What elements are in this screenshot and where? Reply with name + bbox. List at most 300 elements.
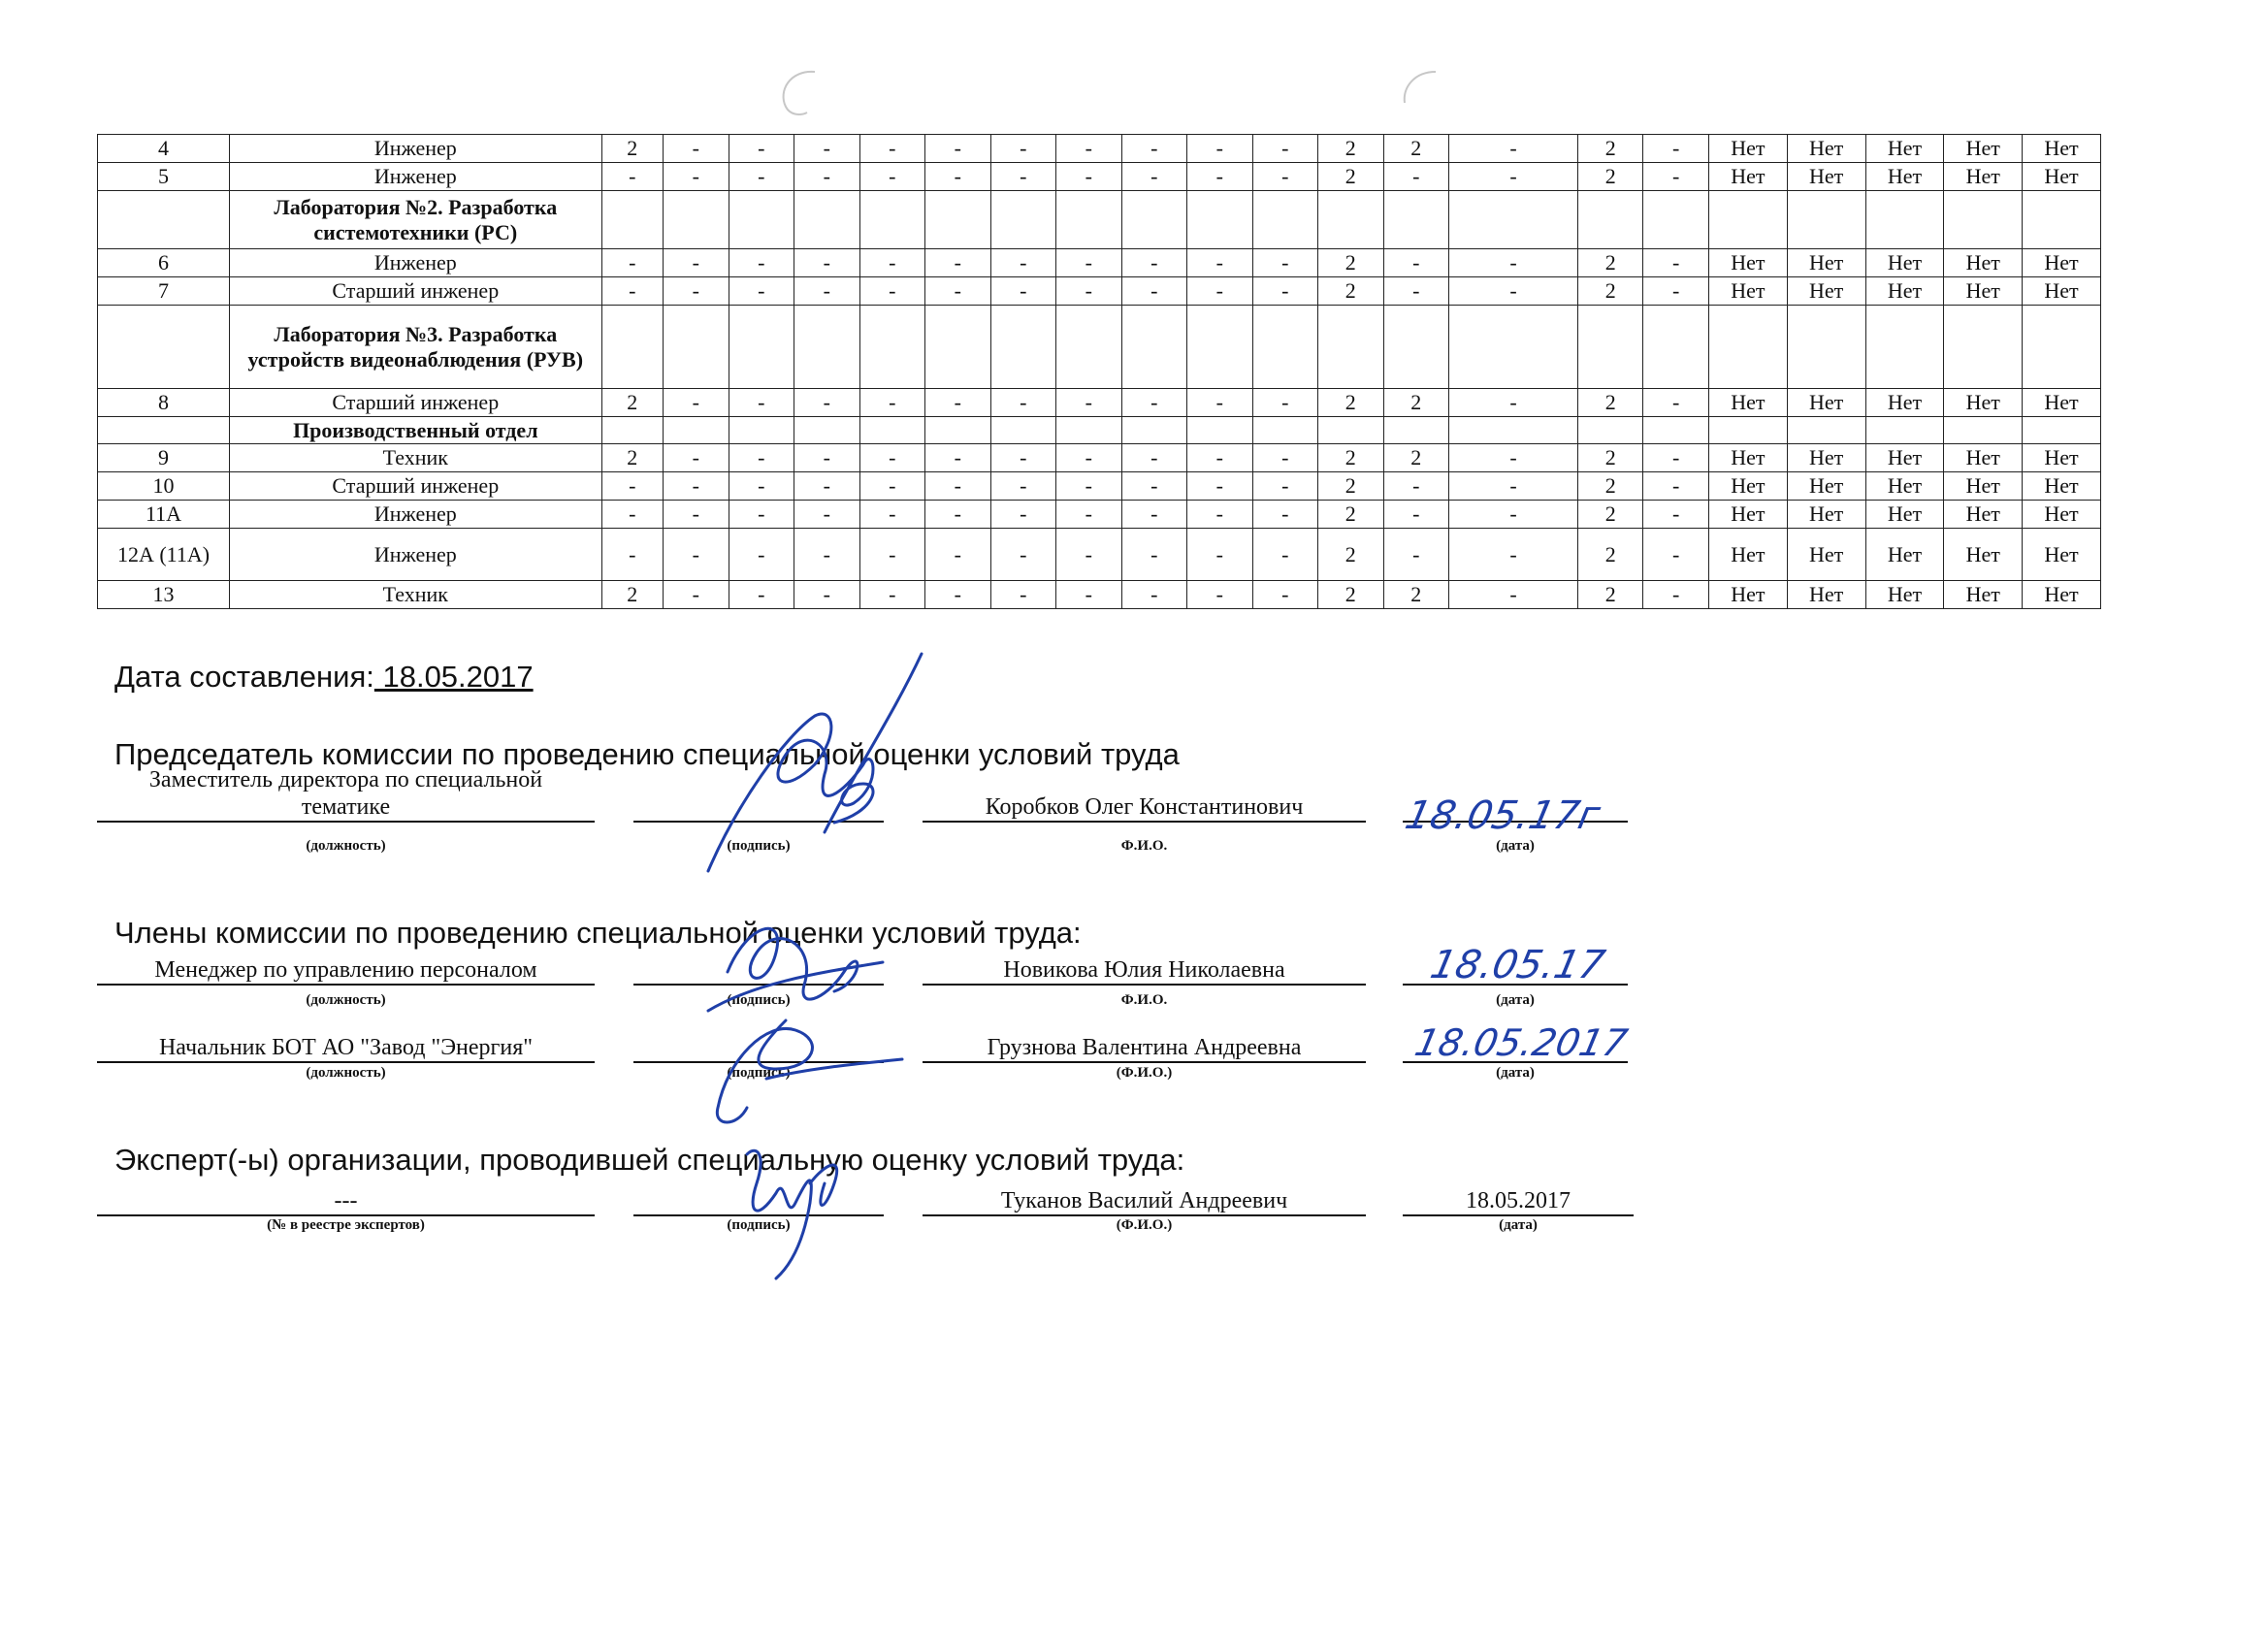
table-cell: - <box>1383 529 1449 581</box>
member-2-date-line <box>1403 1034 1628 1063</box>
table-cell: - <box>1252 277 1318 306</box>
table-cell: - <box>1643 501 1709 529</box>
table-cell: - <box>1252 249 1318 277</box>
table-cell: Нет <box>2023 581 2101 609</box>
table-cell <box>1577 417 1643 444</box>
table-cell: - <box>1449 389 1578 417</box>
table-cell: 2 <box>1383 444 1449 472</box>
table-cell: - <box>1121 249 1187 277</box>
table-cell: Нет <box>2023 472 2101 501</box>
table-cell: - <box>1383 163 1449 191</box>
caption-signature: (подпись) <box>727 1217 791 1233</box>
table-cell: 2 <box>1577 389 1643 417</box>
table-cell: - <box>859 529 925 581</box>
table-cell: Нет <box>1865 529 1944 581</box>
table-cell <box>1318 191 1384 249</box>
table-cell: - <box>1252 472 1318 501</box>
table-cell: Нет <box>1708 444 1787 472</box>
table-cell: 2 <box>1577 249 1643 277</box>
table-cell: - <box>1252 529 1318 581</box>
table-cell: Нет <box>1865 249 1944 277</box>
table-cell <box>1577 191 1643 249</box>
table-row <box>98 501 2181 529</box>
table-cell: - <box>1643 472 1709 501</box>
table-cell: Нет <box>1787 389 1865 417</box>
member-1-signature-line <box>633 956 884 986</box>
table-cell: - <box>664 389 729 417</box>
caption-registry: (№ в реестре экспертов) <box>267 1217 425 1233</box>
table-cell: - <box>664 163 729 191</box>
table-cell <box>794 191 860 249</box>
table-cell: - <box>1187 163 1253 191</box>
table-cell: - <box>925 444 991 472</box>
table-cell: - <box>1449 163 1578 191</box>
section-title: Лаборатория №2. Разработка системотехники (РС) <box>230 191 602 249</box>
table-cell: Нет <box>1944 135 2023 163</box>
table-cell <box>859 417 925 444</box>
table-cell: - <box>1056 501 1122 529</box>
section-title: Лаборатория №3. Разработка устройств видеонаблюдения (РУВ) <box>230 306 602 389</box>
table-cell: - <box>1121 501 1187 529</box>
table-cell: - <box>729 501 794 529</box>
member-1-name-text: Новикова Юлия Николаевна <box>1003 957 1285 983</box>
table-cell <box>1643 306 1709 389</box>
table-cell: - <box>729 249 794 277</box>
table-cell: - <box>1121 472 1187 501</box>
table-cell <box>1187 306 1253 389</box>
table-cell: - <box>794 529 860 581</box>
table-cell: - <box>664 501 729 529</box>
table-cell <box>2023 417 2101 444</box>
table-cell: - <box>1187 501 1253 529</box>
table-cell: - <box>925 249 991 277</box>
table-cell: - <box>729 277 794 306</box>
caption-date: (дата) <box>1496 1065 1535 1081</box>
table-cell <box>1865 417 1944 444</box>
position-name: Инженер <box>230 163 602 191</box>
table-cell: 2 <box>601 444 663 472</box>
table-cell: - <box>794 277 860 306</box>
caption-position: (должность) <box>306 838 386 854</box>
table-cell <box>2023 191 2101 249</box>
table-cell: Нет <box>1708 163 1787 191</box>
table-cell: - <box>859 163 925 191</box>
table-cell <box>1708 191 1787 249</box>
table-cell <box>1708 417 1787 444</box>
table-cell: - <box>1056 135 1122 163</box>
table-cell: - <box>1643 581 1709 609</box>
table-cell <box>1944 417 2023 444</box>
table-cell: 2 <box>1318 249 1384 277</box>
table-cell <box>1056 306 1122 389</box>
table-cell <box>664 191 729 249</box>
table-cell: - <box>990 389 1056 417</box>
expert-date-text: 18.05.2017 <box>1466 1188 1571 1213</box>
chairman-heading: Председатель комиссии по проведению специальной оценки условий труда <box>114 737 1180 771</box>
table-cell <box>1318 306 1384 389</box>
table-cell: - <box>1056 581 1122 609</box>
table-cell: 2 <box>1577 277 1643 306</box>
table-cell: - <box>601 529 663 581</box>
row-number: 13 <box>98 581 230 609</box>
table-cell: - <box>925 135 991 163</box>
table-cell: Нет <box>2023 163 2101 191</box>
caption-fio: (Ф.И.О.) <box>1116 1065 1173 1081</box>
workplace-evaluation-table <box>97 134 2181 609</box>
table-cell: - <box>794 472 860 501</box>
table-cell: - <box>1449 529 1578 581</box>
table-cell <box>601 191 663 249</box>
table-row <box>98 389 2181 417</box>
table-cell: 2 <box>1383 389 1449 417</box>
row-number <box>98 191 230 249</box>
table-row <box>98 444 2181 472</box>
table-cell: - <box>664 249 729 277</box>
table-cell: 2 <box>1318 277 1384 306</box>
table-cell: Нет <box>1708 135 1787 163</box>
table-cell: - <box>794 501 860 529</box>
table-cell: - <box>664 529 729 581</box>
table-cell <box>794 306 860 389</box>
table-cell: Нет <box>1865 389 1944 417</box>
table-cell <box>1383 417 1449 444</box>
table-cell <box>925 417 991 444</box>
table-cell: - <box>729 163 794 191</box>
member-1-position <box>97 957 595 986</box>
table-cell: 2 <box>1318 389 1384 417</box>
chairman-signature-row <box>0 767 2268 834</box>
table-cell: - <box>1643 163 1709 191</box>
table-cell <box>1252 306 1318 389</box>
table-cell: - <box>1187 389 1253 417</box>
table-cell: 2 <box>1577 581 1643 609</box>
table-cell: 2 <box>1318 581 1384 609</box>
table-cell: - <box>1252 163 1318 191</box>
table-cell: - <box>859 277 925 306</box>
table-cell <box>664 417 729 444</box>
member-1-date-line <box>1403 956 1628 986</box>
member-2-position <box>97 1035 595 1063</box>
expert-registry-text: --- <box>334 1188 358 1213</box>
table-cell: - <box>1187 135 1253 163</box>
chairman-position <box>97 766 595 823</box>
table-cell <box>2023 306 2101 389</box>
table-row <box>98 529 2181 581</box>
table-cell: - <box>664 581 729 609</box>
table-cell: Нет <box>1787 163 1865 191</box>
table-cell: - <box>794 444 860 472</box>
table-cell <box>1643 191 1709 249</box>
member-1-signature-row <box>0 939 2268 997</box>
table-cell <box>990 191 1056 249</box>
table-cell: Нет <box>1708 472 1787 501</box>
table-cell <box>1643 417 1709 444</box>
table-cell: Нет <box>1865 163 1944 191</box>
table-cell <box>794 417 860 444</box>
table-cell <box>1449 191 1578 249</box>
table-cell: Нет <box>2023 135 2101 163</box>
table-cell: - <box>990 163 1056 191</box>
table-cell: - <box>1643 135 1709 163</box>
table-cell: - <box>729 472 794 501</box>
table-cell: - <box>990 529 1056 581</box>
member-2-signature-line <box>633 1034 884 1063</box>
table-cell: - <box>1121 135 1187 163</box>
members-heading: Члены комиссии по проведению специальной оценки условий труда: <box>114 916 1082 950</box>
caption-signature: (подпись) <box>727 1065 791 1081</box>
table-cell <box>1056 191 1122 249</box>
table-cell: - <box>729 581 794 609</box>
table-cell: - <box>794 389 860 417</box>
position-name: Инженер <box>230 501 602 529</box>
table-cell <box>601 417 663 444</box>
row-number: 7 <box>98 277 230 306</box>
table-cell <box>1121 191 1187 249</box>
table-cell: 2 <box>1383 135 1449 163</box>
caption-fio: (Ф.И.О.) <box>1116 1217 1173 1233</box>
table-cell: - <box>1121 163 1187 191</box>
table-cell: - <box>1643 529 1709 581</box>
table-cell: - <box>601 472 663 501</box>
table-cell: - <box>1056 277 1122 306</box>
member-2-position-text: Начальник БОТ АО "Завод "Энергия" <box>158 1035 534 1060</box>
table-cell: 2 <box>601 581 663 609</box>
caption-fio: Ф.И.О. <box>1120 838 1168 854</box>
chairman-signature-line <box>633 793 884 823</box>
table-cell <box>1121 306 1187 389</box>
table-cell: 2 <box>601 135 663 163</box>
chairman-date-line <box>1403 793 1628 823</box>
table-cell: - <box>925 529 991 581</box>
member-1-position-text: Менеджер по управлению персоналом <box>154 957 537 983</box>
table-cell <box>1318 417 1384 444</box>
table-cell: Нет <box>1865 135 1944 163</box>
expert-heading: Эксперт(-ы) организации, проводившей специальную оценку условий труда: <box>114 1143 1185 1177</box>
table-cell: Нет <box>1944 163 2023 191</box>
table-cell <box>1187 417 1253 444</box>
table-cell: - <box>1449 249 1578 277</box>
table-cell: - <box>1187 277 1253 306</box>
row-number: 12А (11А) <box>98 529 230 581</box>
table-cell <box>1787 191 1865 249</box>
punch-hole-mark <box>776 68 819 118</box>
chairman-name <box>923 794 1366 823</box>
caption-date: (дата) <box>1499 1217 1538 1233</box>
table-cell: 2 <box>1577 444 1643 472</box>
row-number: 8 <box>98 389 230 417</box>
table-cell: Нет <box>1708 249 1787 277</box>
table-cell: 2 <box>1318 163 1384 191</box>
table-cell: 2 <box>1383 581 1449 609</box>
table-cell: - <box>990 277 1056 306</box>
table-cell: Нет <box>1708 529 1787 581</box>
table-cell: - <box>1252 135 1318 163</box>
table-cell: Нет <box>1944 472 2023 501</box>
row-number: 11А <box>98 501 230 529</box>
table-row <box>98 581 2181 609</box>
chairman-handwritten-date-text: 18.05.17г <box>1401 792 1604 838</box>
table-cell <box>1252 191 1318 249</box>
table-row <box>98 135 2181 163</box>
table-cell <box>1252 417 1318 444</box>
table-cell: 2 <box>1318 529 1384 581</box>
table-cell: - <box>601 501 663 529</box>
caption-date: (дата) <box>1496 838 1535 854</box>
table-cell: - <box>859 472 925 501</box>
table-cell: Нет <box>1787 501 1865 529</box>
table-cell: - <box>664 472 729 501</box>
table-cell: - <box>1121 389 1187 417</box>
table-cell: - <box>990 581 1056 609</box>
table-cell: - <box>601 277 663 306</box>
table-cell: Нет <box>1787 135 1865 163</box>
position-name: Инженер <box>230 529 602 581</box>
table-cell: Нет <box>1787 277 1865 306</box>
row-number <box>98 417 230 444</box>
table-cell: - <box>1252 581 1318 609</box>
table-cell: - <box>1449 581 1578 609</box>
table-cell: 2 <box>1318 135 1384 163</box>
table-cell: - <box>1056 163 1122 191</box>
table-cell: Нет <box>1787 581 1865 609</box>
table-cell: - <box>1056 529 1122 581</box>
expert-name <box>923 1188 1366 1216</box>
chairman-name-text: Коробков Олег Константинович <box>985 794 1304 820</box>
table-cell: Нет <box>1865 501 1944 529</box>
table-cell: Нет <box>1708 277 1787 306</box>
table-cell: 2 <box>1577 472 1643 501</box>
table-cell: - <box>1187 529 1253 581</box>
table-cell: - <box>1252 444 1318 472</box>
table-cell: 2 <box>1318 501 1384 529</box>
table-cell: - <box>664 135 729 163</box>
position-name: Старший инженер <box>230 389 602 417</box>
position-name: Техник <box>230 581 602 609</box>
table-cell: - <box>925 389 991 417</box>
table-cell: Нет <box>1865 472 1944 501</box>
table-cell: Нет <box>1708 501 1787 529</box>
table-cell: Нет <box>1787 444 1865 472</box>
table-cell <box>1187 191 1253 249</box>
table-cell: - <box>1252 389 1318 417</box>
table-cell: - <box>1643 444 1709 472</box>
table-cell: - <box>794 249 860 277</box>
table-cell: - <box>1187 444 1253 472</box>
expert-name-text: Туканов Василий Андреевич <box>1000 1188 1288 1213</box>
table-cell <box>1449 417 1578 444</box>
table-cell: Нет <box>1865 277 1944 306</box>
table-cell: - <box>794 163 860 191</box>
table-cell: - <box>859 444 925 472</box>
table-cell <box>925 306 991 389</box>
table-cell <box>1944 191 2023 249</box>
punch-hole-mark <box>1397 68 1440 118</box>
table-cell: - <box>925 277 991 306</box>
table-cell: Нет <box>1944 249 2023 277</box>
table-cell <box>1865 306 1944 389</box>
compilation-date <box>114 660 534 695</box>
table-cell: Нет <box>2023 389 2101 417</box>
table-cell: Нет <box>1944 277 2023 306</box>
table-cell: - <box>1187 581 1253 609</box>
table-section-row <box>98 306 2181 389</box>
table-cell: - <box>729 389 794 417</box>
position-name: Старший инженер <box>230 277 602 306</box>
member-2-handwritten-date-text: 18.05.2017 <box>1410 1021 1632 1065</box>
table-cell: - <box>1187 472 1253 501</box>
compilation-date-label: Дата составления: <box>114 660 374 694</box>
table-cell <box>925 191 991 249</box>
expert-signature-line <box>633 1187 884 1216</box>
table-cell: - <box>729 529 794 581</box>
table-cell: - <box>925 472 991 501</box>
table-cell <box>1056 417 1122 444</box>
table-cell: 2 <box>1318 444 1384 472</box>
member-2-name-text: Грузнова Валентина Андреевна <box>987 1035 1302 1060</box>
table-cell: - <box>1252 501 1318 529</box>
table-cell: - <box>925 581 991 609</box>
table-cell: - <box>729 444 794 472</box>
table-cell: Нет <box>1944 581 2023 609</box>
table-cell <box>990 306 1056 389</box>
table-cell: - <box>1643 249 1709 277</box>
table-cell <box>1787 417 1865 444</box>
table-section-row <box>98 191 2181 249</box>
member-1-name <box>923 957 1366 986</box>
position-name: Техник <box>230 444 602 472</box>
table-cell: - <box>925 501 991 529</box>
table-cell: Нет <box>1944 529 2023 581</box>
table-cell: - <box>1056 249 1122 277</box>
table-cell: Нет <box>1787 529 1865 581</box>
table-cell: - <box>1643 277 1709 306</box>
caption-position: (должность) <box>306 1065 386 1081</box>
chairman-position-text: Заместитель директора по специальной тематике <box>148 767 543 820</box>
table-cell: - <box>1449 444 1578 472</box>
table-cell: Нет <box>1708 581 1787 609</box>
table-cell: - <box>729 135 794 163</box>
row-number: 6 <box>98 249 230 277</box>
table-cell: - <box>1643 389 1709 417</box>
compilation-date-value: 18.05.2017 <box>373 660 534 694</box>
member-2-name <box>923 1035 1366 1063</box>
table-cell: - <box>990 501 1056 529</box>
table-cell: - <box>1056 444 1122 472</box>
member-1-handwritten-date-text: 18.05.17 <box>1426 941 1609 987</box>
table-cell: - <box>990 472 1056 501</box>
table-cell: - <box>794 135 860 163</box>
table-cell: - <box>664 444 729 472</box>
position-name: Инженер <box>230 249 602 277</box>
table-cell <box>1577 306 1643 389</box>
table-cell: Нет <box>2023 529 2101 581</box>
table-cell: 2 <box>1577 163 1643 191</box>
table-cell <box>1708 306 1787 389</box>
table-cell: 2 <box>1577 135 1643 163</box>
table-cell <box>1787 306 1865 389</box>
position-name: Инженер <box>230 135 602 163</box>
table-cell <box>729 417 794 444</box>
section-title: Производственный отдел <box>230 417 602 444</box>
table-cell <box>729 306 794 389</box>
position-name: Старший инженер <box>230 472 602 501</box>
table-cell: - <box>1056 472 1122 501</box>
table-row <box>98 163 2181 191</box>
table-cell: - <box>859 581 925 609</box>
table-cell: Нет <box>2023 277 2101 306</box>
table-cell: - <box>1383 277 1449 306</box>
table-cell: - <box>1449 135 1578 163</box>
